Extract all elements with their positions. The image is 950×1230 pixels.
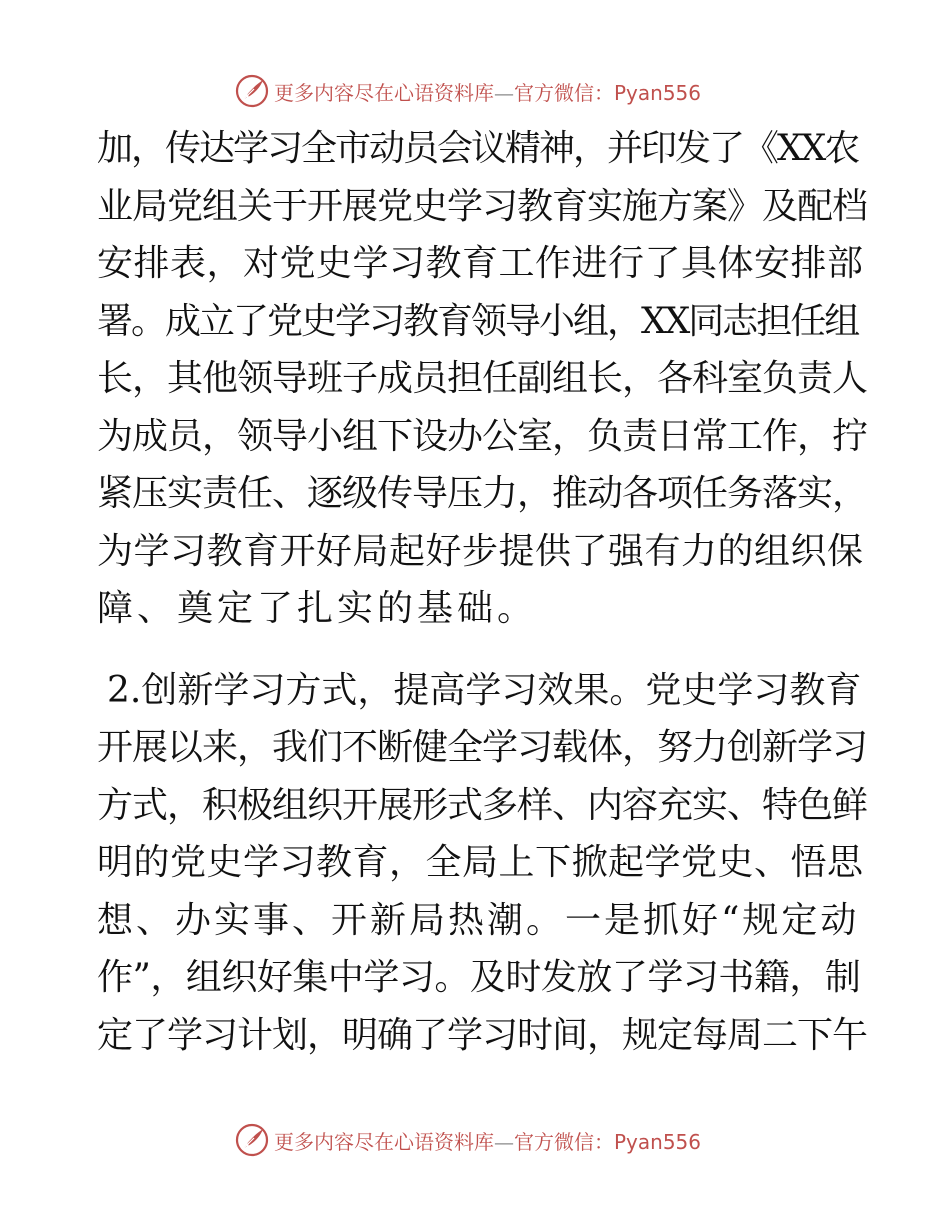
banner-official-label: 官方微信： <box>514 80 614 105</box>
paragraph-1 <box>97 120 867 638</box>
quill-pen-logo-icon <box>234 73 270 109</box>
text-line: 紧压实责任、逐级传导压力，推动各项任务落实， <box>97 473 868 514</box>
text-line: 安排表，对党史学习教育工作进行了具体安排部 <box>97 243 864 284</box>
text-line: 业局党组关于开展党史学习教育实施方案》及配档 <box>97 185 868 227</box>
quill-pen-logo-icon <box>234 1122 270 1158</box>
text-line: 为学习教育开好局起好步提供了强有力的组织保 <box>97 530 864 572</box>
text-line: 加，传达学习全市动员会议精神，并印发了《XX农 <box>97 128 859 169</box>
footer-banner <box>234 1120 701 1160</box>
text-line: 定了学习计划，明确了学习时间，规定每周二下午 <box>97 1014 868 1056</box>
header-banner <box>234 71 701 111</box>
text-line: 想、办实事、开新局热潮。一是抓好“规定动 <box>97 899 860 941</box>
text-line: 作”，组织好集中学习。及时发放了学习书籍，制 <box>97 957 861 998</box>
text-line: 署。成立了党史学习教育领导小组，XX同志担任组 <box>97 300 859 342</box>
text-line: 长，其他领导班子成员担任副组长，各科室负责人 <box>97 358 868 399</box>
text-line: 明的党史学习教育，全局上下掀起学党史、悟思 <box>97 842 864 883</box>
banner-separator: — <box>494 80 514 105</box>
document-body <box>97 120 867 1064</box>
banner-slogan: 更多内容尽在心语资料库 <box>274 80 494 105</box>
text-line: 方式，积极组织开展形式多样、内容充实、特色鲜 <box>97 784 868 826</box>
banner-wechat-account: Pyan556 <box>614 1129 702 1154</box>
text-line: 障、奠定了扎实的基础。 <box>97 588 538 629</box>
banner-wechat-account: Pyan556 <box>614 80 702 105</box>
text-line: 开展以来，我们不断健全学习载体，努力创新学习 <box>97 727 868 768</box>
banner-separator: — <box>494 1129 514 1154</box>
text-line: 为成员，领导小组下设办公室，负责日常工作，拧 <box>97 415 868 457</box>
text-line: 2.创新学习方式，提高学习效果。党史学习教育 <box>107 669 862 711</box>
banner-slogan: 更多内容尽在心语资料库 <box>274 1129 494 1154</box>
paragraph-2 <box>97 662 867 1065</box>
banner-official-label: 官方微信： <box>514 1129 614 1154</box>
